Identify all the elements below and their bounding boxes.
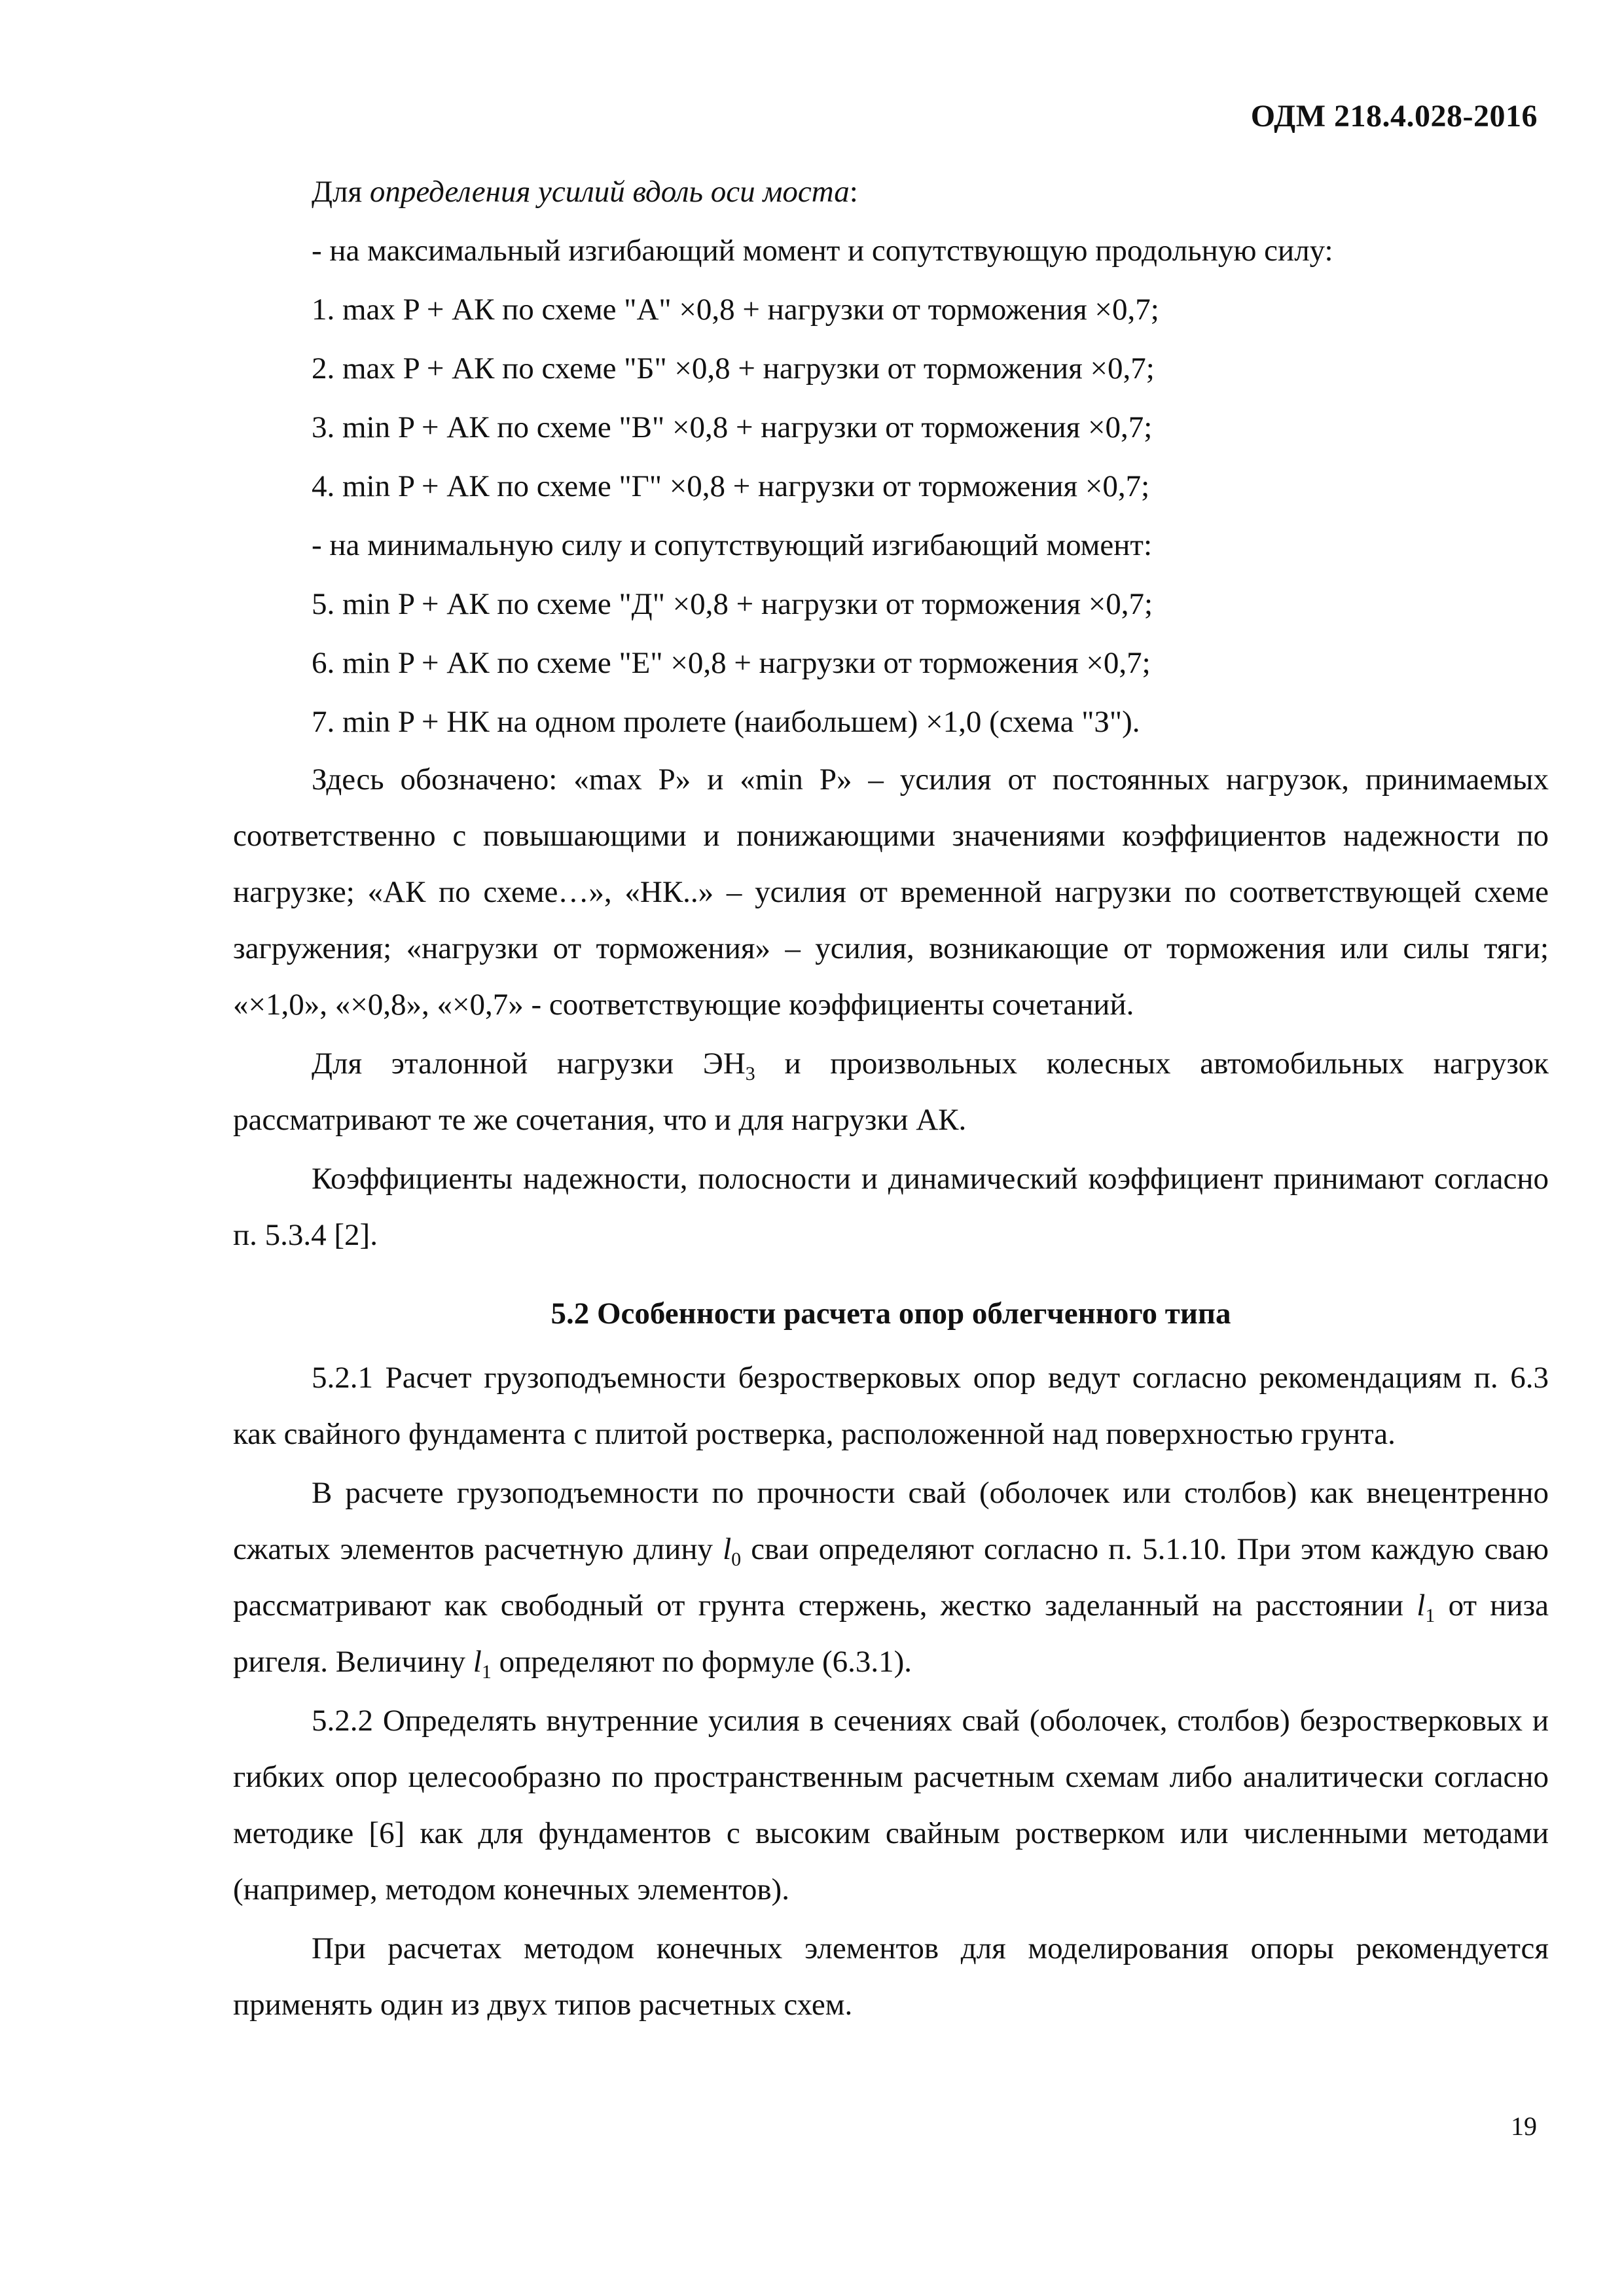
paragraph-5-2-1: 5.2.1 Расчет грузоподъемности безростверковых опор ведут согласно рекомендациям п. 6.3 как свайного фундамента с плитой ростверка, расположенной над поверхностью грунта. bbox=[233, 1361, 1549, 1451]
combo-item-4: 4. min P + АК по схеме "Г" ×0,8 + нагрузки от торможения ×0,7; bbox=[312, 469, 1150, 503]
piles-sub-1: 0 bbox=[731, 1549, 742, 1570]
piles-var-2: l bbox=[1416, 1588, 1426, 1623]
piles-var-1: l bbox=[723, 1532, 732, 1566]
paragraph-5-2-2: 5.2.2 Определять внутренние усилия в сечениях свай (оболочек, столбов) безростверковых и гибких опор целесообразно по пространственным расчетным схемам либо аналитически согласно методике [6] как для фундаментов с высоким свайным ростверком или численными методами (например, методом конечных элементов). bbox=[233, 1704, 1549, 1907]
piles-text-1: В расчете грузоподъемности по прочности свай (оболочек или столбов) как внецентренно сжатых элементов расчетную длину bbox=[233, 1476, 1549, 1566]
group1-title: - на максимальный изгибающий момент и сопутствующую продольную силу: bbox=[312, 234, 1333, 268]
combo-item-7: 7. min P + НК на одном пролете (наибольшем) ×1,0 (схема "З"). bbox=[312, 705, 1140, 739]
piles-text-4: определяют по формуле (6.3.1). bbox=[491, 1645, 912, 1679]
section-heading: 5.2 Особенности расчета опор облегченного типа bbox=[550, 1297, 1231, 1331]
etalon-text-before: Для эталонной нагрузки ЭН bbox=[312, 1047, 746, 1081]
etalon-subscript: 3 bbox=[745, 1063, 755, 1085]
etalon-text-after: и произвольных колесных автомобильных нагрузок рассматривают те же сочетания, что и для нагрузки АК. bbox=[233, 1047, 1549, 1137]
combo-item-1: 1. max P + АК по схеме "А" ×0,8 + нагрузки от торможения ×0,7; bbox=[312, 293, 1159, 327]
combo-item-6: 6. min P + АК по схеме "Е" ×0,8 + нагрузки от торможения ×0,7; bbox=[312, 646, 1151, 680]
intro-italic: определения усилий вдоль оси моста bbox=[369, 175, 850, 209]
combo-item-3: 3. min P + АК по схеме "В" ×0,8 + нагрузки от торможения ×0,7; bbox=[312, 410, 1153, 444]
paragraph-notation: Здесь обозначено: «max P» и «min P» – усилия от постоянных нагрузок, принимаемых соответственно с повышающими и понижающими значениями коэффициентов надежности по нагрузке; «АК по схеме…», «НК..» – усилия от временной нагрузки по соответствующей схеме загружения; «нагрузки от торможения» – усилия, возникающие от торможения или силы тяги; «×1,0», «×0,8», «×0,7» - соответствующие коэффициенты сочетаний. bbox=[233, 762, 1549, 1022]
page-number: 19 bbox=[1511, 2111, 1537, 2141]
intro-prefix: Для bbox=[312, 175, 370, 209]
page-content bbox=[233, 162, 1549, 2033]
paragraph-fem: При расчетах методом конечных элементов для моделирования опоры рекомендуется применять один из двух типов расчетных схем. bbox=[233, 1931, 1549, 2022]
combo-item-2: 2. max P + АК по схеме "Б" ×0,8 + нагрузки от торможения ×0,7; bbox=[312, 351, 1155, 386]
piles-text-2: сваи определяют согласно п. 5.1.10. При этом каждую сваю рассматривают как свободный от грунта стержень, жестко заделанный на расстоянии bbox=[233, 1532, 1549, 1623]
intro-suffix: : bbox=[849, 175, 858, 209]
combo-item-5: 5. min P + АК по схеме "Д" ×0,8 + нагрузки от торможения ×0,7; bbox=[312, 587, 1153, 621]
paragraph-pile-calculation bbox=[233, 1465, 1549, 1690]
document-code-header: ОДМ 218.4.028-2016 bbox=[1250, 99, 1538, 134]
paragraph-coefficients: Коэффициенты надежности, полосности и динамический коэффициент принимают согласно п. 5.3.4 [2]. bbox=[233, 1162, 1549, 1252]
intro-line bbox=[233, 162, 1549, 221]
piles-text-3: от низа ригеля. Величину bbox=[233, 1588, 1549, 1679]
piles-var-3: l bbox=[473, 1645, 482, 1679]
paragraph-etalon bbox=[233, 1035, 1549, 1148]
group2-title: - на минимальную силу и сопутствующий изгибающий момент: bbox=[312, 528, 1153, 562]
piles-sub-3: 1 bbox=[481, 1661, 492, 1683]
piles-sub-2: 1 bbox=[1425, 1605, 1435, 1626]
